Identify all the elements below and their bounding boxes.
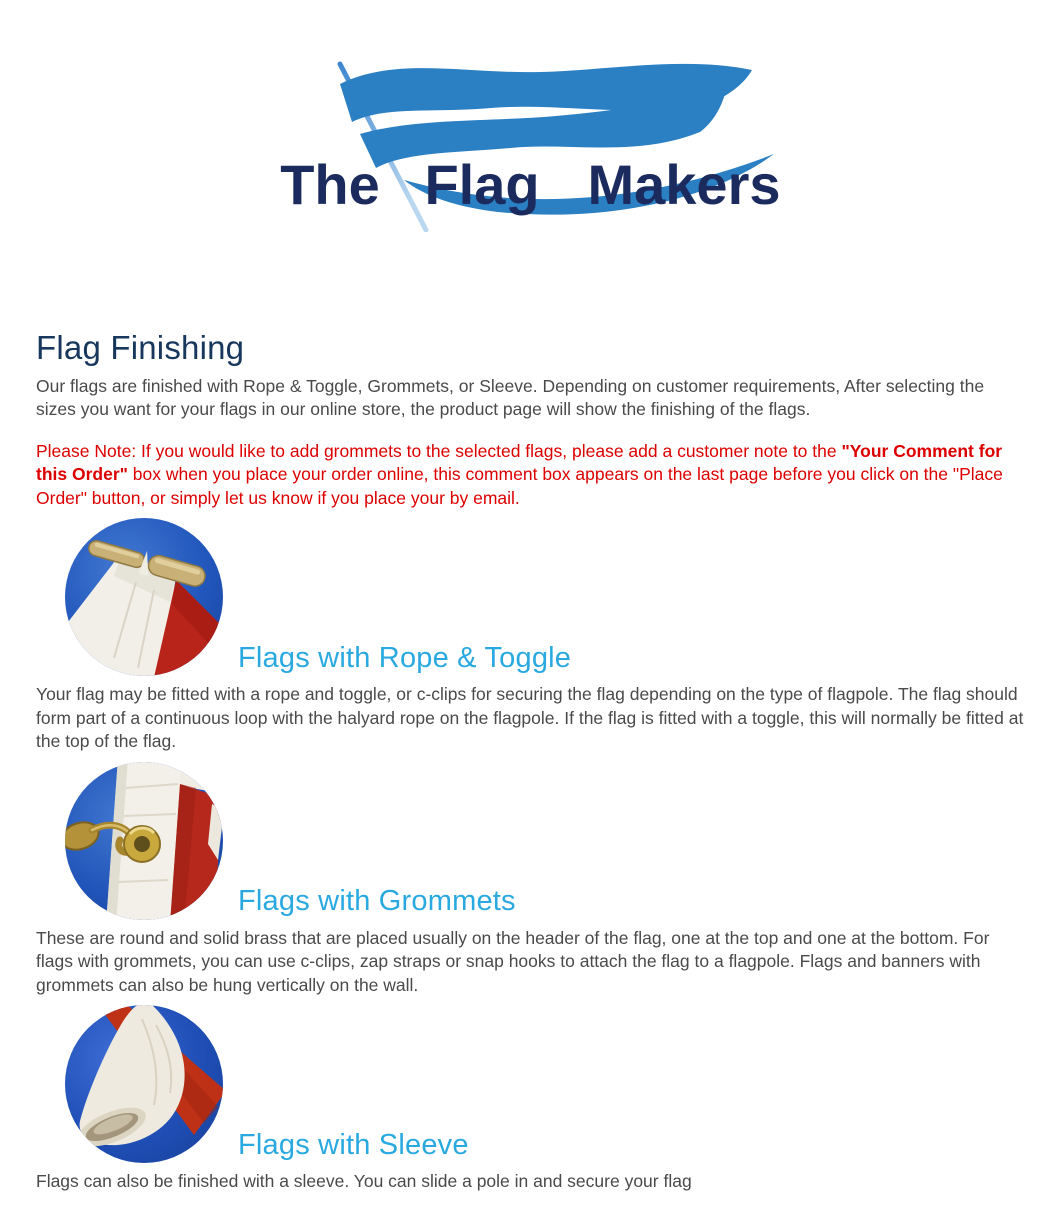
logo-word-makers: Makers	[586, 153, 781, 216]
logo-word-flag: Flag	[423, 153, 540, 216]
note-text-before: Please Note: If you would like to add grommets to the selected flags, please add a customer note to the	[36, 440, 842, 461]
section-head-sleeve	[36, 1003, 1025, 1165]
sleeve-photo	[64, 1003, 224, 1165]
section-head-grommets	[36, 760, 1025, 922]
section-heading-grommets: Flags with Grommets	[238, 885, 516, 918]
intro-paragraph: Our flags are finished with Rope & Toggle, Grommets, or Sleeve. Depending on customer requirements, After selecting the sizes you want for your flags in our online store, the product page will show the finishing of the flags.	[36, 375, 985, 420]
section-body-rope-toggle: Your flag may be fitted with a rope and toggle, or c-clips for securing the flag depending on the type of flagpole. The flag should form part of a continuous loop with the halyard rope on the flagpole. If the flag is fitted with a toggle, this will normally be fitted at the top of the flag.	[36, 684, 1024, 752]
section-heading-sleeve: Flags with Sleeve	[238, 1128, 469, 1161]
note-text-after: box when you place your order online, this comment box appears on the last page before you click on the "Place Order" button, or simply let us know if you place your by email.	[36, 464, 1003, 508]
flag-makers-logo-graphic	[276, 54, 786, 232]
section-rope-toggle	[36, 516, 1025, 754]
site-header	[36, 0, 1025, 237]
flag-makers-logo[interactable]	[276, 54, 786, 237]
section-sleeve	[36, 1003, 1025, 1194]
section-heading-rope-toggle: Flags with Rope & Toggle	[238, 641, 572, 674]
section-body-grommets: These are round and solid brass that are placed usually on the header of the flag, one at the top and one at the bottom. For flags with grommets, you can use c-clips, zap straps or snap hooks to attach the flag to a flagpole. Flags and banners with grommets can also be hung vertically on the wall.	[36, 927, 990, 995]
section-grommets	[36, 760, 1025, 998]
section-head-rope-toggle	[36, 516, 1025, 678]
logo-word-the: The	[279, 153, 380, 216]
rope-toggle-photo	[64, 516, 224, 678]
page-title: Flag Finishing	[36, 329, 245, 366]
note-bold-text: "Your Comment for this Order"	[36, 440, 1003, 485]
grommets-photo	[64, 760, 224, 922]
note-paragraph	[36, 440, 1025, 511]
main-content	[36, 329, 1025, 1194]
section-body-sleeve: Flags can also be finished with a sleeve. You can slide a pole in and secure your flag	[36, 1171, 692, 1192]
